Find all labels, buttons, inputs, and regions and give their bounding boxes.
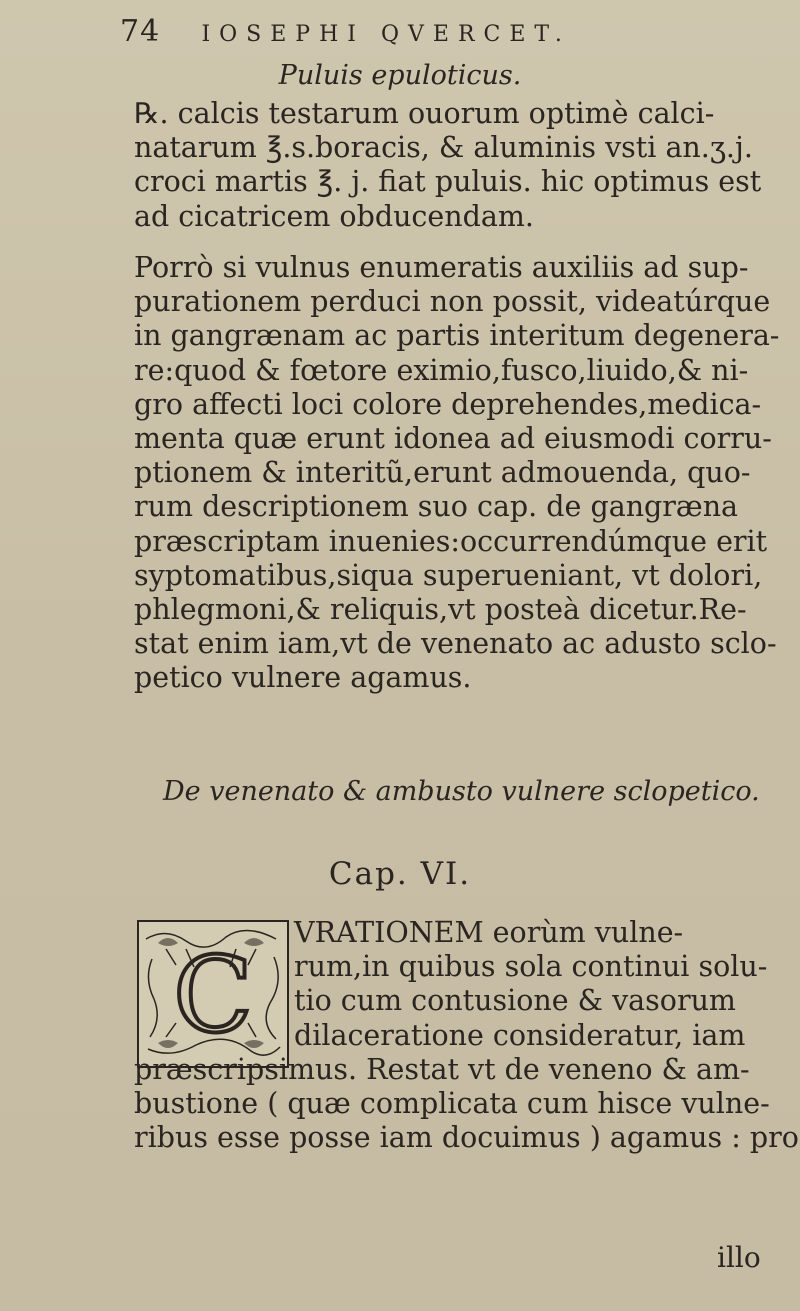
text-line: in gangrænam ac partis interitum degenera-	[134, 319, 780, 353]
text-line: ℞. calcis testarum ouorum optimè calci-	[134, 97, 715, 130]
running-title: IOSEPHI QVERCET.	[201, 22, 571, 47]
catchword: illo	[717, 1241, 761, 1274]
text-line: ribus esse posse iam docuimus ) agamus : pro	[134, 1121, 799, 1155]
text-line: dilaceratione consideratur, iam	[294, 1018, 746, 1052]
drop-cap-letter: C	[173, 934, 253, 1056]
text-line: natarum ℥.s.boracis, & aluminis vsti an.ʒ.j.	[134, 131, 753, 165]
text-line: menta quæ erunt idonea ad eiusmodi corru-	[134, 422, 772, 456]
text-line: re:quod & fœtore eximio,fusco,liuido,& ni-	[134, 353, 749, 387]
chapter-label: Cap. VI.	[328, 856, 472, 892]
text-line: ptionem & interitũ,erunt admouenda, quo-	[134, 456, 751, 490]
paragraph-2	[134, 251, 780, 696]
text-line: gro affecti loci colore deprehendes,medica-	[134, 387, 762, 421]
text-line: purationem perduci non possit, videatúrque	[134, 285, 771, 319]
text-line: præscripsimus. Restat vt de veneno & am-	[134, 1052, 750, 1086]
recipe-title: Puluis epuloticus.	[278, 60, 522, 91]
section-heading: De venenato & ambusto vulnere sclopetico.	[163, 776, 760, 807]
text-line: croci martis ℥. j. fiat puluis. hic optimus est	[134, 165, 762, 199]
text-line: VRATIONEM eorùm vulne-	[294, 916, 684, 949]
text-line: bustione ( quæ complicata cum hisce vulne-	[134, 1087, 770, 1121]
text-line: syptomatibus,siqua superueniant, vt dolori,	[134, 558, 763, 592]
paragraph-3	[134, 916, 799, 1155]
text-line: rum descriptionem suo cap. de gangræna	[134, 490, 739, 524]
text-line: rum,in quibus sola continui solu-	[294, 950, 768, 984]
text-line: præscriptam inuenies:occurrendúmque erit	[134, 524, 768, 558]
text-line: tio cum contusione & vasorum	[294, 984, 736, 1018]
running-header	[120, 14, 680, 49]
text-line: petico vulnere agamus.	[134, 661, 472, 695]
text-line: stat enim iam,vt de venenato ac adusto sclo-	[134, 627, 777, 661]
page-number: 74	[120, 14, 161, 49]
text-line: Porrò si vulnus enumeratis auxiliis ad sup-	[134, 251, 749, 284]
paragraph-1	[134, 97, 774, 234]
text-line: ad cicatricem obducendam.	[134, 199, 534, 233]
text-line: phlegmoni,& reliquis,vt posteà dicetur.Re-	[134, 593, 747, 627]
